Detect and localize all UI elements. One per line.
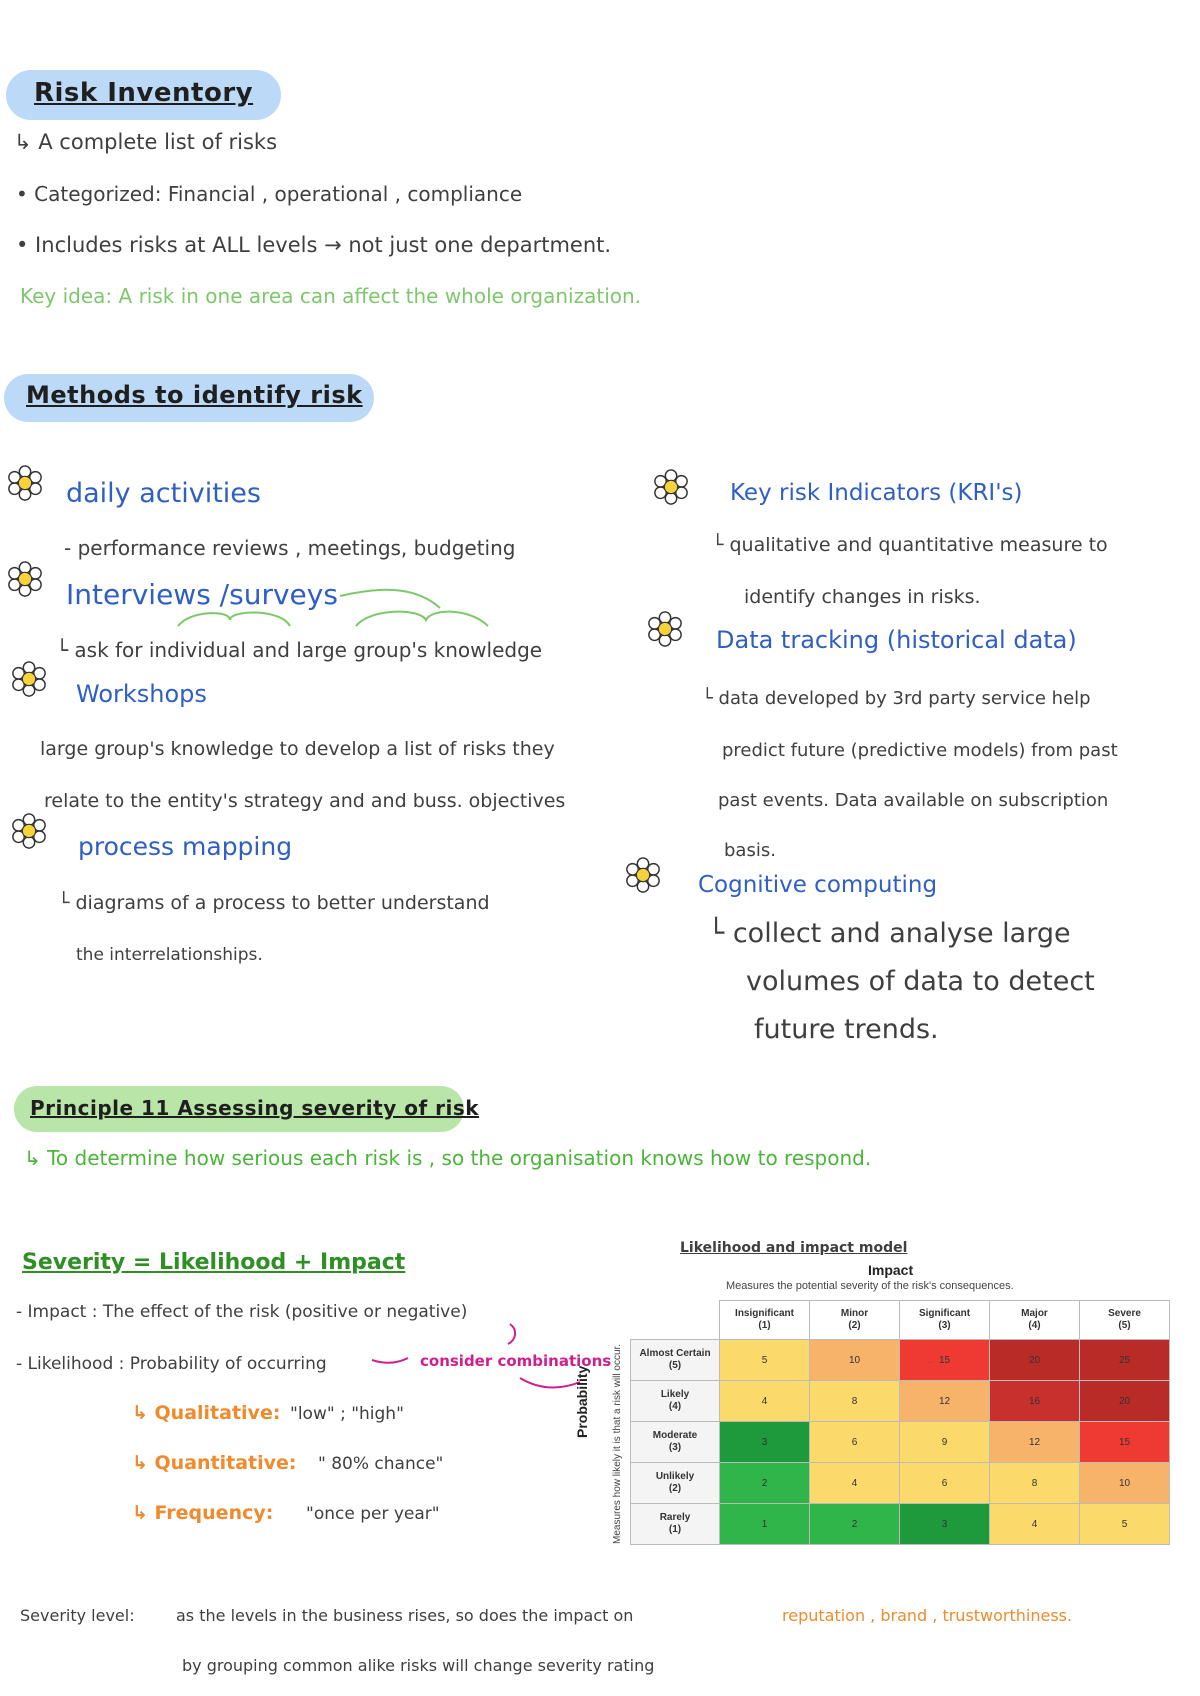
qualitative-value: "low" ; "high" [290, 1404, 404, 1424]
risk-inventory-categorized: • Categorized: Financial , operational , compliance [16, 182, 523, 206]
matrix-cell: 1 [720, 1504, 810, 1545]
quantitative-value: " 80% chance" [318, 1454, 444, 1474]
matrix-corner [631, 1301, 720, 1340]
severity-level-text: as the levels in the business rises, so does the impact on [176, 1606, 634, 1625]
daisy-icon [624, 856, 662, 894]
daisy-icon [6, 464, 44, 502]
matrix-cell: 4 [810, 1463, 900, 1504]
matrix-cell: 6 [810, 1422, 900, 1463]
matrix-cell: 2 [810, 1504, 900, 1545]
matrix-row [631, 1422, 1170, 1463]
daily-activities-desc: - performance reviews , meetings, budgeting [64, 536, 516, 560]
matrix-cell: 10 [810, 1340, 900, 1381]
interviews-desc: └ ask for individual and large group's knowledge [56, 638, 543, 662]
frequency-value: "once per year" [306, 1504, 440, 1524]
probability-axis-title: Probability [574, 1365, 590, 1438]
matrix-caption: Likelihood and impact model [680, 1240, 908, 1256]
matrix-cell: 16 [990, 1381, 1080, 1422]
matrix-cell: 12 [900, 1381, 990, 1422]
cognitive-desc-2: volumes of data to detect [746, 966, 1095, 997]
curly-arrows [170, 580, 510, 640]
risk-inventory-levels: • Includes risks at ALL levels → not just one department. [16, 233, 612, 257]
probability-row-header: Moderate (3) [631, 1422, 720, 1463]
matrix-header-row [631, 1301, 1170, 1340]
matrix-cell: 4 [990, 1504, 1080, 1545]
matrix-cell: 20 [990, 1340, 1080, 1381]
severity-level-grouping: by grouping common alike risks will change severity rating [182, 1656, 655, 1675]
principle-purpose: ↳ To determine how serious each risk is , so the organisation knows how to respond. [24, 1146, 872, 1170]
data-tracking-desc-2: predict future (predictive models) from past [722, 740, 1118, 761]
data-tracking-desc-3: past events. Data available on subscription [718, 790, 1109, 811]
impact-definition: - Impact : The effect of the risk (positive or negative) [16, 1302, 468, 1322]
matrix-row [631, 1340, 1170, 1381]
daisy-icon [6, 560, 44, 598]
methods-heading: Methods to identify risk [26, 381, 363, 409]
matrix-cell: 3 [900, 1504, 990, 1545]
matrix-cell: 12 [990, 1422, 1080, 1463]
risk-inventory-heading: Risk Inventory [34, 78, 254, 108]
kri-desc-2: identify changes in risks. [744, 586, 981, 608]
matrix-cell: 20 [1080, 1381, 1170, 1422]
matrix-cell: 2 [720, 1463, 810, 1504]
probability-row-header: Rarely (1) [631, 1504, 720, 1545]
severity-heading: Severity = Likelihood + Impact [22, 1250, 406, 1275]
workshops-title: Workshops [76, 680, 207, 708]
daisy-icon [646, 610, 684, 648]
process-mapping-title: process mapping [78, 832, 293, 861]
matrix-cell: 6 [900, 1463, 990, 1504]
probability-row-header: Likely (4) [631, 1381, 720, 1422]
workshops-desc-1: large group's knowledge to develop a list of risks they [40, 738, 555, 760]
matrix-cell: 5 [720, 1340, 810, 1381]
matrix-cell: 15 [900, 1340, 990, 1381]
matrix-cell: 15 [1080, 1422, 1170, 1463]
impact-column-header: Significant (3) [900, 1301, 990, 1340]
probability-row-header: Almost Certain (5) [631, 1340, 720, 1381]
cognitive-computing-title: Cognitive computing [698, 872, 938, 898]
daisy-icon [10, 812, 48, 850]
process-mapping-desc-2: the interrelationships. [76, 945, 263, 965]
impact-axis-subtitle: Measures the potential severity of the risk's consequences. [726, 1280, 1014, 1292]
probability-row-header: Unlikely (2) [631, 1463, 720, 1504]
consider-combinations: consider combinations [420, 1352, 612, 1370]
daily-activities-title: daily activities [66, 478, 261, 509]
kri-desc-1: └ qualitative and quantitative measure to [712, 534, 1108, 556]
matrix-row [631, 1381, 1170, 1422]
likelihood-definition: - Likelihood : Probability of occurring [16, 1354, 327, 1374]
quantitative-label: ↳ Quantitative: [132, 1452, 297, 1474]
likelihood-impact-matrix [630, 1300, 1170, 1545]
severity-level-highlight: reputation , brand , trustworthiness. [782, 1606, 1073, 1625]
data-tracking-desc-1: └ data developed by 3rd party service help [702, 688, 1091, 709]
risk-inventory-line: ↳ A complete list of risks [14, 130, 278, 154]
data-tracking-desc-4: basis. [724, 840, 776, 861]
key-idea: Key idea: A risk in one area can affect the whole organization. [20, 284, 642, 308]
impact-axis-title: Impact [868, 1262, 914, 1278]
impact-column-header: Severe (5) [1080, 1301, 1170, 1340]
matrix-row [631, 1504, 1170, 1545]
severity-level-label: Severity level: [20, 1606, 135, 1625]
matrix-cell: 5 [1080, 1504, 1170, 1545]
kri-title: Key risk Indicators (KRI's) [730, 480, 1023, 506]
cognitive-desc-3: future trends. [754, 1014, 939, 1045]
cognitive-desc-1: └ collect and analyse large [708, 918, 1071, 949]
process-mapping-desc-1: └ diagrams of a process to better understand [58, 892, 490, 914]
matrix-cell: 8 [990, 1463, 1080, 1504]
matrix-cell: 4 [720, 1381, 810, 1422]
impact-column-header: Insignificant (1) [720, 1301, 810, 1340]
qualitative-label: ↳ Qualitative: [132, 1402, 281, 1424]
matrix-cell: 9 [900, 1422, 990, 1463]
matrix-cell: 25 [1080, 1340, 1170, 1381]
daisy-icon [652, 468, 690, 506]
matrix-cell: 3 [720, 1422, 810, 1463]
matrix-cell: 8 [810, 1381, 900, 1422]
daisy-icon [10, 660, 48, 698]
impact-column-header: Minor (2) [810, 1301, 900, 1340]
frequency-label: ↳ Frequency: [132, 1502, 274, 1524]
interviews-title: Interviews /surveys [66, 578, 338, 611]
data-tracking-title: Data tracking (historical data) [716, 626, 1077, 654]
matrix-row [631, 1463, 1170, 1504]
matrix-cell: 10 [1080, 1463, 1170, 1504]
impact-column-header: Major (4) [990, 1301, 1080, 1340]
principle-heading: Principle 11 Assessing severity of risk [30, 1096, 480, 1120]
probability-axis-subtitle: Measures how likely it is that a risk will occur. [612, 1343, 623, 1544]
workshops-desc-2: relate to the entity's strategy and and buss. objectives [44, 790, 566, 812]
